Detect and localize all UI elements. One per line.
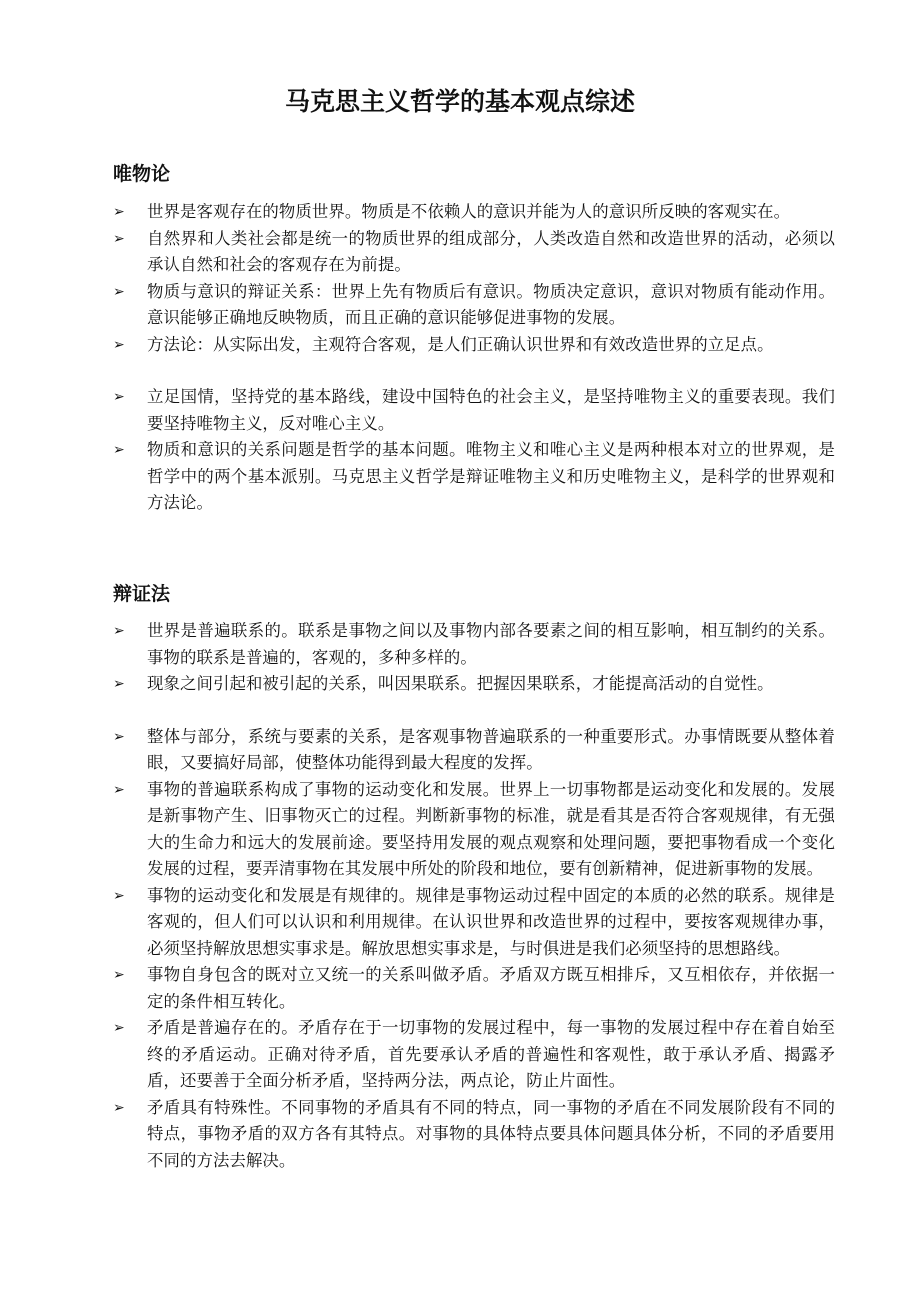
list-item-text: 事物的普遍联系构成了事物的运动变化和发展。世界上一切事物都是运动变化和发展的。发展是新事物产生、旧事物灭亡的过程。判断新事物的标准，就是看其是否符合客观规律，有无强大的生命力和远大的发展前途。要坚持用发展的观点观察和处理问题，要把事物看成一个变化发展的过程，要弄清事物在其发展中所处的阶段和地位，要有创新精神，促进新事物的发展。 [147,779,835,878]
list-item [113,279,835,332]
list-item-text: 事物自身包含的既对立又统一的关系叫做矛盾。矛盾双方既互相排斥，又互相依存，并依据一定的条件相互转化。 [147,965,835,1011]
materialism-list [113,199,835,517]
list-item-text: 现象之间引起和被引起的关系，叫因果联系。把握因果联系，才能提高活动的自觉性。 [147,674,774,693]
arrowhead-bullet-icon: ➢ [113,887,125,904]
arrowhead-bullet-icon: ➢ [113,676,125,692]
arrowhead-bullet-icon: ➢ [113,1099,125,1116]
list-item-text: 矛盾是普遍存在的。矛盾存在于一切事物的发展过程中，每一事物的发展过程中存在着自始至终的矛盾运动。正确对待矛盾，首先要承认矛盾的普遍性和客观性，敢于承认矛盾、揭露矛盾，还要善于全面分析矛盾，坚持两分法，两点论，防止片面性。 [147,1018,835,1090]
arrowhead-bullet-icon: ➢ [113,336,125,353]
arrowhead-bullet-icon: ➢ [113,728,125,745]
arrowhead-bullet-icon: ➢ [113,204,125,220]
list-item [113,226,835,279]
list-item-text: 事物的运动变化和发展是有规律的。规律是事物运动过程中固定的本质的必然的联系。规律是客观的，但人们可以认识和利用规律。在认识世界和改造世界的过程中，要按客观规律办事，必须坚持解放思想实事求是。解放思想实事求是，与时俱进是我们必须坚持的思想路线。 [147,885,835,958]
list-item-text: 自然界和人类社会都是统一的物质世界的组成部分，人类改造自然和改造世界的活动，必须以承认自然和社会的客观存在为前提。 [147,228,835,274]
list-item [113,1015,835,1095]
section-heading-dialectics: 辩证法 [113,583,171,605]
arrowhead-bullet-icon: ➢ [113,442,125,458]
arrowhead-bullet-icon: ➢ [113,230,125,247]
list-item-text: 矛盾具有特殊性。不同事物的矛盾具有不同的特点，同一事物的矛盾在不同发展阶段有不同的特点，事物矛盾的双方各有其特点。对事物的具体特点要具体问题具体分析，不同的矛盾要用不同的方法去解决。 [147,1097,835,1170]
arrowhead-bullet-icon: ➢ [113,1020,125,1036]
section-heading-materialism: 唯物论 [113,163,171,185]
list-item [113,671,835,698]
list-item-text: 世界是客观存在的物质世界。物质是不依赖人的意识并能为人的意识所反映的客观实在。 [147,202,791,221]
list-item-text: 整体与部分，系统与要素的关系，是客观事物普遍联系的一种重要形式。办事情既要从整体着眼，又要搞好局部，使整体功能得到最大程度的发挥。 [147,726,835,772]
dialectics-list [113,618,835,1174]
list-item [113,199,835,226]
list-item [113,384,835,437]
list-item [113,962,835,1015]
list-item-text: 世界是普遍联系的。联系是事物之间以及事物内部各要素之间的相互影响，相互制约的关系。事物的联系是普遍的，客观的，多种多样的。 [147,621,835,667]
list-item-text: 物质与意识的辩证关系：世界上先有物质后有意识。物质决定意识，意识对物质有能动作用。意识能够正确地反映物质，而且正确的意识能够促进事物的发展。 [147,281,835,327]
list-item [113,724,835,777]
list-item [113,777,835,883]
list-item [113,332,835,359]
arrowhead-bullet-icon: ➢ [113,781,125,798]
list-item-text: 方法论：从实际出发，主观符合客观，是人们正确认识世界和有效改造世界的立足点。 [147,334,774,354]
list-item-text: 物质和意识的关系问题是哲学的基本问题。唯物主义和唯心主义是两种根本对立的世界观，是哲学中的两个基本派别。马克思主义哲学是辩证唯物主义和历史唯物主义，是科学的世界观和方法论。 [147,440,835,512]
arrowhead-bullet-icon: ➢ [113,623,125,639]
list-item [113,883,835,963]
arrowhead-bullet-icon: ➢ [113,283,125,300]
list-item [113,1095,835,1175]
arrowhead-bullet-icon: ➢ [113,967,125,983]
list-item [113,437,835,517]
list-item [113,618,835,671]
arrowhead-bullet-icon: ➢ [113,389,125,405]
list-item-text: 立足国情，坚持党的基本路线，建设中国特色的社会主义，是坚持唯物主义的重要表现。我们要坚持唯物主义，反对唯心主义。 [147,387,835,433]
document-title: 马克思主义哲学的基本观点综述 [284,87,635,116]
